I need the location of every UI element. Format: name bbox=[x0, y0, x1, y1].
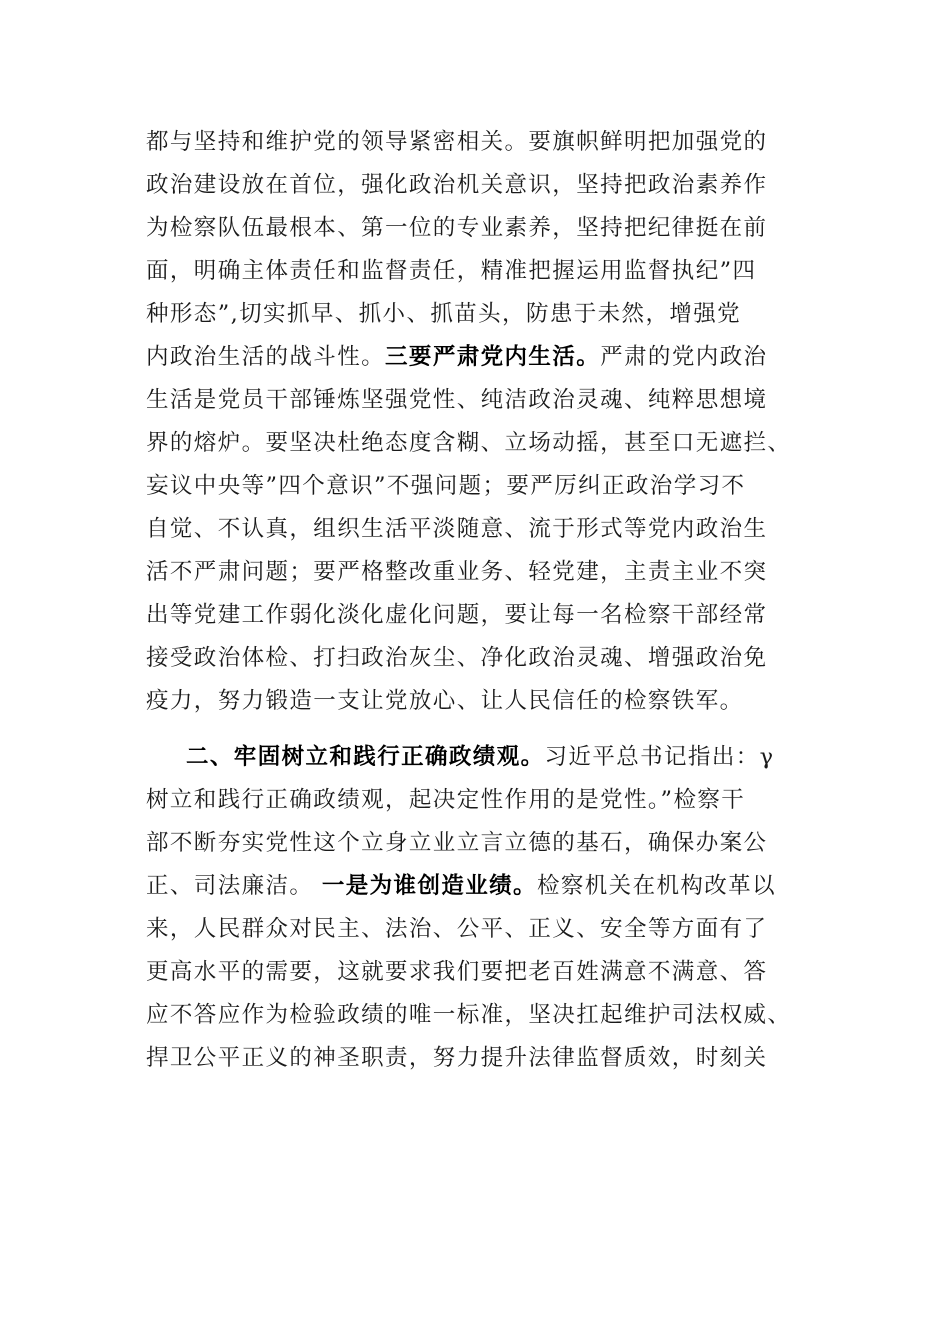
text-line: 自觉、不认真，组织生活平淡随意、流于形式等党内政治生 bbox=[146, 516, 768, 542]
text-line: 都与坚持和维护党的领导紧密相关。要旗帜鲜明把加强党的 bbox=[146, 129, 768, 155]
text-line: 捍卫公平正义的神圣职责，努力提升法律监督质效，时刻关 bbox=[146, 1045, 768, 1071]
text-line: 活不严肃问题；要严格整改重业务、轻党建，主责主业不突 bbox=[146, 559, 768, 585]
text-line: 更高水平的需要，这就要求我们要把老百姓满意不满意、答 bbox=[146, 959, 768, 985]
text-line: 面，明确主体责任和监督责任，精准把握运用监督执纪”四 bbox=[146, 258, 757, 284]
text-line: 生活是党员干部锤炼坚强党性、纯洁政治灵魂、纯粹思想境 bbox=[146, 387, 768, 413]
text-line: 来，人民群众对民主、法治、公平、正义、安全等方面有了 bbox=[146, 916, 768, 942]
text-line: 接受政治体检、打扫政治灰尘、净化政治灵魂、增强政治免 bbox=[146, 645, 768, 671]
text-line: 为检察队伍最根本、第一位的专业素养，坚持把纪律挺在前 bbox=[146, 215, 768, 241]
text-line: 树立和践行正确政绩观，起决定性作用的是党性。”检察干 bbox=[146, 787, 746, 813]
text-line: 妄议中央等”四个意识”不强问题；要严厉纠正政治学习不 bbox=[146, 473, 746, 499]
section-heading-line: 二、牢固树立和践行正确政绩观。习近平总书记指出：γ bbox=[186, 744, 775, 770]
text-line: 政治建设放在首位，强化政治机关意识，坚持把政治素养作 bbox=[146, 172, 768, 198]
text-line: 界的熔炉。要坚决杜绝态度含糊、立场动摇，甚至口无遮拦、 bbox=[146, 430, 792, 456]
text-line: 种形态”,切实抓早、抓小、抓苗头，防患于未然，增强党 bbox=[146, 301, 742, 327]
text-line: 疫力，努力锻造一支让党放心、让人民信任的检察铁军。 bbox=[146, 688, 744, 714]
text-line: 应不答应作为检验政绩的唯一标准，坚决扛起维护司法权威、 bbox=[146, 1002, 792, 1028]
text-line: 正、司法廉洁。 一是为谁创造业绩。检察机关在机构改革以 bbox=[146, 873, 776, 899]
text-line: 内政治生活的战斗性。三要严肃党内生活。严肃的党内政治 bbox=[146, 344, 768, 370]
text-line: 部不断夯实党性这个立身立业立言立德的基石，确保办案公 bbox=[146, 830, 768, 856]
bold-heading: 二、牢固树立和践行正确政绩观。 bbox=[186, 744, 545, 770]
bold-heading: 一是为谁创造业绩。 bbox=[321, 873, 537, 899]
bold-heading: 三要严肃党内生活。 bbox=[385, 344, 601, 370]
text-line: 出等党建工作弱化淡化虚化问题，要让每一名检察干部经常 bbox=[146, 602, 768, 628]
